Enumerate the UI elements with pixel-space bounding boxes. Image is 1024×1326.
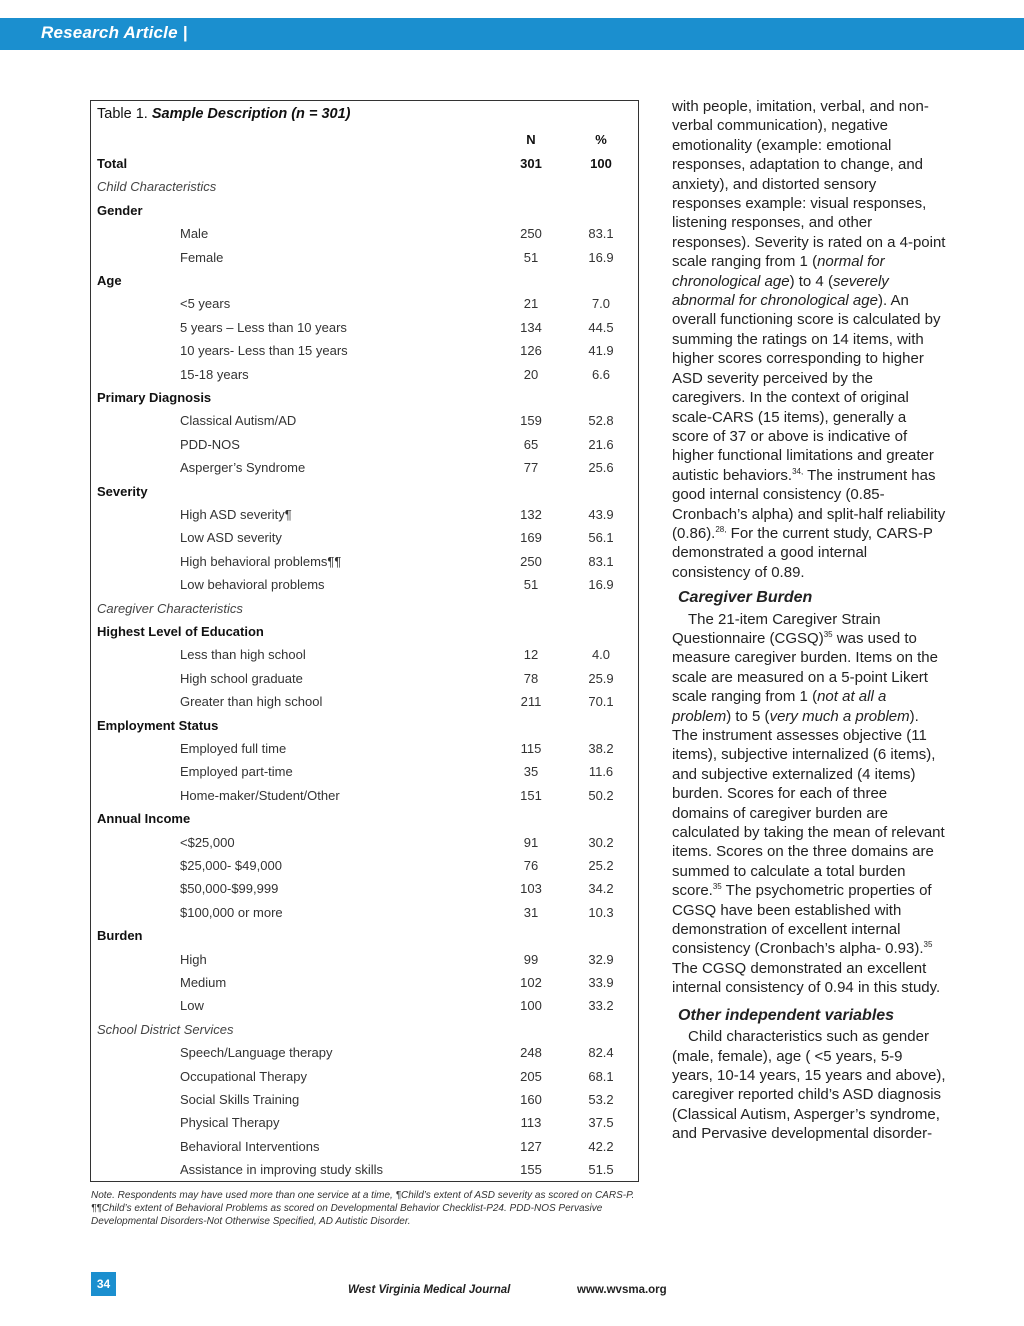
row-label: 5 years – Less than 10 years: [180, 319, 347, 335]
table-row: [91, 296, 638, 316]
table-row: [91, 998, 638, 1018]
row-label: PDD-NOS: [180, 436, 240, 452]
row-n: 126: [520, 343, 542, 359]
table-row: [91, 928, 638, 948]
row-label: Female: [180, 249, 224, 265]
row-label: Social Skills Training: [180, 1092, 300, 1107]
row-label: Greater than high school: [180, 694, 323, 710]
row-percent: 56.1: [588, 530, 614, 546]
row-label: Employment Status: [97, 717, 219, 733]
row-n: 169: [520, 530, 542, 546]
table-row: [91, 203, 638, 223]
table-row: [91, 1069, 638, 1089]
row-label: Employed part-time: [180, 764, 293, 780]
row-percent: 51.5: [588, 1162, 614, 1178]
row-label: Asperger’s Syndrome: [180, 460, 306, 476]
table-row: [91, 952, 638, 972]
row-percent: 37.5: [588, 1115, 614, 1131]
row-percent: 44.5: [588, 319, 614, 335]
row-n: 113: [520, 1115, 542, 1131]
row-percent: 43.9: [588, 507, 614, 522]
row-percent: 4.0: [591, 647, 611, 663]
table-header-row: [91, 132, 638, 152]
table-row: [91, 437, 638, 457]
website-link[interactable]: www.wvsma.org: [577, 1284, 667, 1296]
row-n: 159: [520, 413, 542, 429]
body-column: [672, 97, 947, 1144]
table-row: [91, 577, 638, 597]
row-n: 99: [523, 951, 539, 967]
row-label: Speech/Language therapy: [180, 1045, 333, 1061]
row-n: 211: [520, 694, 542, 710]
row-n: 35: [523, 764, 539, 780]
row-label: Employed full time: [180, 741, 287, 756]
paragraph-cars-p: with people, imitation, verbal, and non-verbal communication), negative emotionality (example: emotional responses, adaptation to change, and anxiety), and distorted sensory responses example: visual responses, listening responses, and other responses). Severity is rated on a 4-point scale ranging from 1 (normal for chronological age) to 4 (severely abnormal for chronological age). An overall functioning score is calculated by summing the ratings on 14 items, with higher scores corresponding to higher ASD severity perceived by the caregivers. In the context of original scale-CARS (15 items), generally a score of 37 or above is indicative of higher functional limitations and greater autistic behaviors.$^{34,}$ The instrument has good internal consistency (0.85-Cronbach’s alpha) and split-half reliability (0.86).$^{28,}$ For the current study, CARS-P demonstrated a good internal consistency of 0.89.: [672, 98, 946, 581]
row-n: 51: [523, 577, 539, 593]
row-percent: 34.2: [588, 881, 614, 897]
row-percent: 82.4: [588, 1045, 614, 1061]
table-row: [91, 226, 638, 246]
row-percent: 41.9: [588, 343, 614, 359]
table-row: [91, 367, 638, 387]
row-label: Total: [97, 156, 128, 171]
row-label: Behavioral Interventions: [180, 1138, 320, 1154]
table-row: [91, 788, 638, 808]
row-percent: 16.9: [588, 577, 614, 593]
paragraph-other-variables: Child characteristics such as gender (male, female), age ( <5 years, 5-9 years, 10-14 years, 15 years and above), caregiver reported child’s ASD diagnosis (Classical Autism, Asperger’s syndrome, and Pervasive developmental disorder-: [672, 1028, 946, 1143]
row-n: 127: [520, 1138, 542, 1154]
table-row: [91, 858, 638, 878]
row-n: 205: [520, 1068, 542, 1084]
table-row: [91, 413, 638, 433]
paragraph-caregiver-burden: The 21-item Caregiver Strain Questionnaire (CGSQ)$^{35}$ was used to measure caregiver burden. Items on the scale are measured on a 5-point Likert scale ranging from 1 (not at all a problem) to 5 (very much a problem). The instrument assesses objective (11 items), subjective internalized (6 items), and subjective externalized (4 items) burden. Scores for each of three domains of caregiver burden are calculated by taking the mean of relevant items. Scores on the three domains are summed to calculate a total burden score.$^{35}$ The psychometric properties of CGSQ have been established with demonstration of excellent internal consistency (Cronbach’s alpha- 0.93).$^{35}$ The CGSQ demonstrated an excellent internal consistency of 0.94 in this study.: [672, 610, 945, 997]
table-row: [91, 881, 638, 901]
row-n: 78: [523, 670, 539, 686]
row-percent: 32.9: [588, 951, 614, 967]
column-header-n: N: [526, 132, 536, 147]
row-label: Primary Diagnosis: [97, 390, 212, 405]
row-n: 91: [523, 834, 539, 850]
table-row: [91, 624, 638, 644]
row-percent: 83.1: [588, 226, 614, 242]
row-percent: 33.2: [588, 998, 614, 1014]
table-row: [91, 718, 638, 738]
row-n: 115: [520, 741, 542, 756]
table-row: [91, 1139, 638, 1159]
row-label: High behavioral problems¶¶: [180, 553, 342, 569]
table-row: [91, 390, 638, 410]
row-label: Burden: [97, 928, 143, 944]
table-row: [91, 647, 638, 667]
row-percent: 7.0: [591, 296, 611, 312]
row-label: 10 years- Less than 15 years: [180, 343, 348, 359]
row-n: 100: [520, 998, 542, 1014]
table-caption: [97, 106, 350, 122]
header-bar: [0, 18, 1024, 50]
row-label: $100,000 or more: [180, 904, 283, 920]
row-percent: 21.6: [588, 436, 614, 452]
row-n: 65: [523, 436, 539, 452]
table-row: [91, 764, 638, 784]
row-percent: 33.9: [588, 975, 614, 990]
row-label: Male: [180, 226, 209, 242]
row-percent: 42.2: [588, 1138, 614, 1154]
row-n: 248: [520, 1045, 542, 1061]
row-percent: 68.1: [588, 1068, 614, 1084]
row-label: High: [180, 951, 207, 967]
row-label: Severity: [97, 483, 148, 499]
sample-description-table: [90, 100, 639, 1182]
table-row: [91, 320, 638, 340]
row-percent: 25.2: [588, 858, 614, 873]
row-label: School District Services: [97, 1021, 234, 1037]
table-row: [91, 179, 638, 199]
row-n: 77: [523, 460, 539, 476]
table-row: [91, 250, 638, 270]
page-number: 34: [91, 1272, 116, 1296]
row-n: 103: [520, 881, 542, 897]
table-row: [91, 460, 638, 480]
row-label: $25,000- $49,000: [180, 858, 282, 873]
row-n: 301: [520, 156, 542, 171]
row-n: 132: [520, 507, 542, 522]
table-title: Sample Description (n = 301): [151, 106, 351, 122]
row-label: <5 years: [180, 296, 231, 312]
table-row: [91, 484, 638, 504]
table-row: [91, 507, 638, 527]
table-row: [91, 741, 638, 761]
row-percent: 38.2: [588, 741, 614, 756]
row-label: Occupational Therapy: [180, 1068, 307, 1084]
table-row: [91, 975, 638, 995]
table-row: [91, 811, 638, 831]
table-row: [91, 671, 638, 691]
row-label: High school graduate: [180, 670, 303, 686]
journal-name: West Virginia Medical Journal: [348, 1284, 511, 1296]
table-row: [91, 343, 638, 363]
table-number: Table 1.: [97, 106, 148, 122]
row-n: 151: [520, 787, 542, 803]
row-label: <$25,000: [180, 834, 235, 850]
table-row: [91, 1045, 638, 1065]
table-note: Note. Respondents may have used more than one service at a time, ¶Child’s extent of ASD severity as scored on CARS-P. ¶¶Child’s extent of Behavioral Problems as scored on Developmental Behavior Checklist-P24. PDD-NOS Pervasive Developmental Disorders-Not Otherwise Specified, AD Autistic Disorder.: [91, 1190, 635, 1227]
table-row: [91, 1092, 638, 1112]
row-n: 155: [520, 1162, 542, 1178]
row-label: Assistance in improving study skills: [180, 1162, 384, 1178]
row-n: 250: [520, 226, 542, 242]
row-label: High ASD severity¶: [180, 507, 292, 522]
row-n: 21: [523, 296, 539, 312]
row-label: Classical Autism/AD: [180, 413, 297, 429]
row-percent: 83.1: [588, 553, 614, 569]
row-label: Child Characteristics: [97, 179, 217, 195]
table-row: [91, 273, 638, 293]
row-n: 102: [520, 975, 542, 990]
table-row: [91, 1115, 638, 1135]
row-percent: 30.2: [588, 834, 614, 850]
row-percent: 25.9: [588, 670, 614, 686]
row-label: Less than high school: [180, 647, 306, 663]
row-label: Low ASD severity: [180, 530, 282, 546]
row-percent: 6.6: [591, 366, 611, 382]
heading-caregiver-burden: Caregiver Burden: [678, 589, 813, 607]
row-percent: 70.1: [588, 694, 614, 710]
row-n: 76: [523, 858, 539, 873]
row-label: 15-18 years: [180, 366, 249, 382]
table-row: [91, 601, 638, 621]
row-label: $50,000-$99,999: [180, 881, 279, 897]
row-n: 20: [523, 366, 539, 382]
row-percent: 25.6: [588, 460, 614, 476]
row-n: 51: [523, 249, 539, 265]
row-label: Gender: [97, 202, 143, 218]
row-percent: 10.3: [588, 904, 614, 920]
table-row: [91, 1162, 638, 1182]
table-row: [91, 1022, 638, 1042]
row-percent: 11.6: [588, 764, 614, 780]
row-n: 160: [520, 1092, 542, 1107]
row-n: 134: [520, 319, 542, 335]
row-n: 31: [523, 904, 539, 920]
row-percent: 100: [590, 156, 612, 171]
table-row: [91, 835, 638, 855]
section-label: Research Article |: [41, 23, 188, 42]
row-label: Low behavioral problems: [180, 577, 325, 593]
table-row: [91, 694, 638, 714]
row-label: Medium: [180, 975, 227, 990]
row-label: Annual Income: [97, 811, 191, 827]
column-header-percent: %: [595, 132, 607, 147]
row-label: Home-maker/Student/Other: [180, 787, 340, 803]
table-row: [91, 530, 638, 550]
row-label: Age: [97, 273, 122, 288]
row-label: Caregiver Characteristics: [97, 600, 243, 616]
table-row: [91, 554, 638, 574]
row-percent: 50.2: [588, 787, 614, 803]
row-label: Highest Level of Education: [97, 624, 264, 639]
row-label: Physical Therapy: [180, 1115, 280, 1131]
heading-other-variables: Other independent variables: [678, 1006, 895, 1024]
row-n: 250: [520, 553, 542, 569]
table-row: [91, 905, 638, 925]
row-label: Low: [180, 998, 204, 1014]
row-percent: 16.9: [588, 249, 614, 265]
row-percent: 52.8: [588, 413, 614, 429]
row-percent: 53.2: [588, 1092, 614, 1107]
row-n: 12: [523, 647, 539, 663]
table-row: [91, 156, 638, 176]
